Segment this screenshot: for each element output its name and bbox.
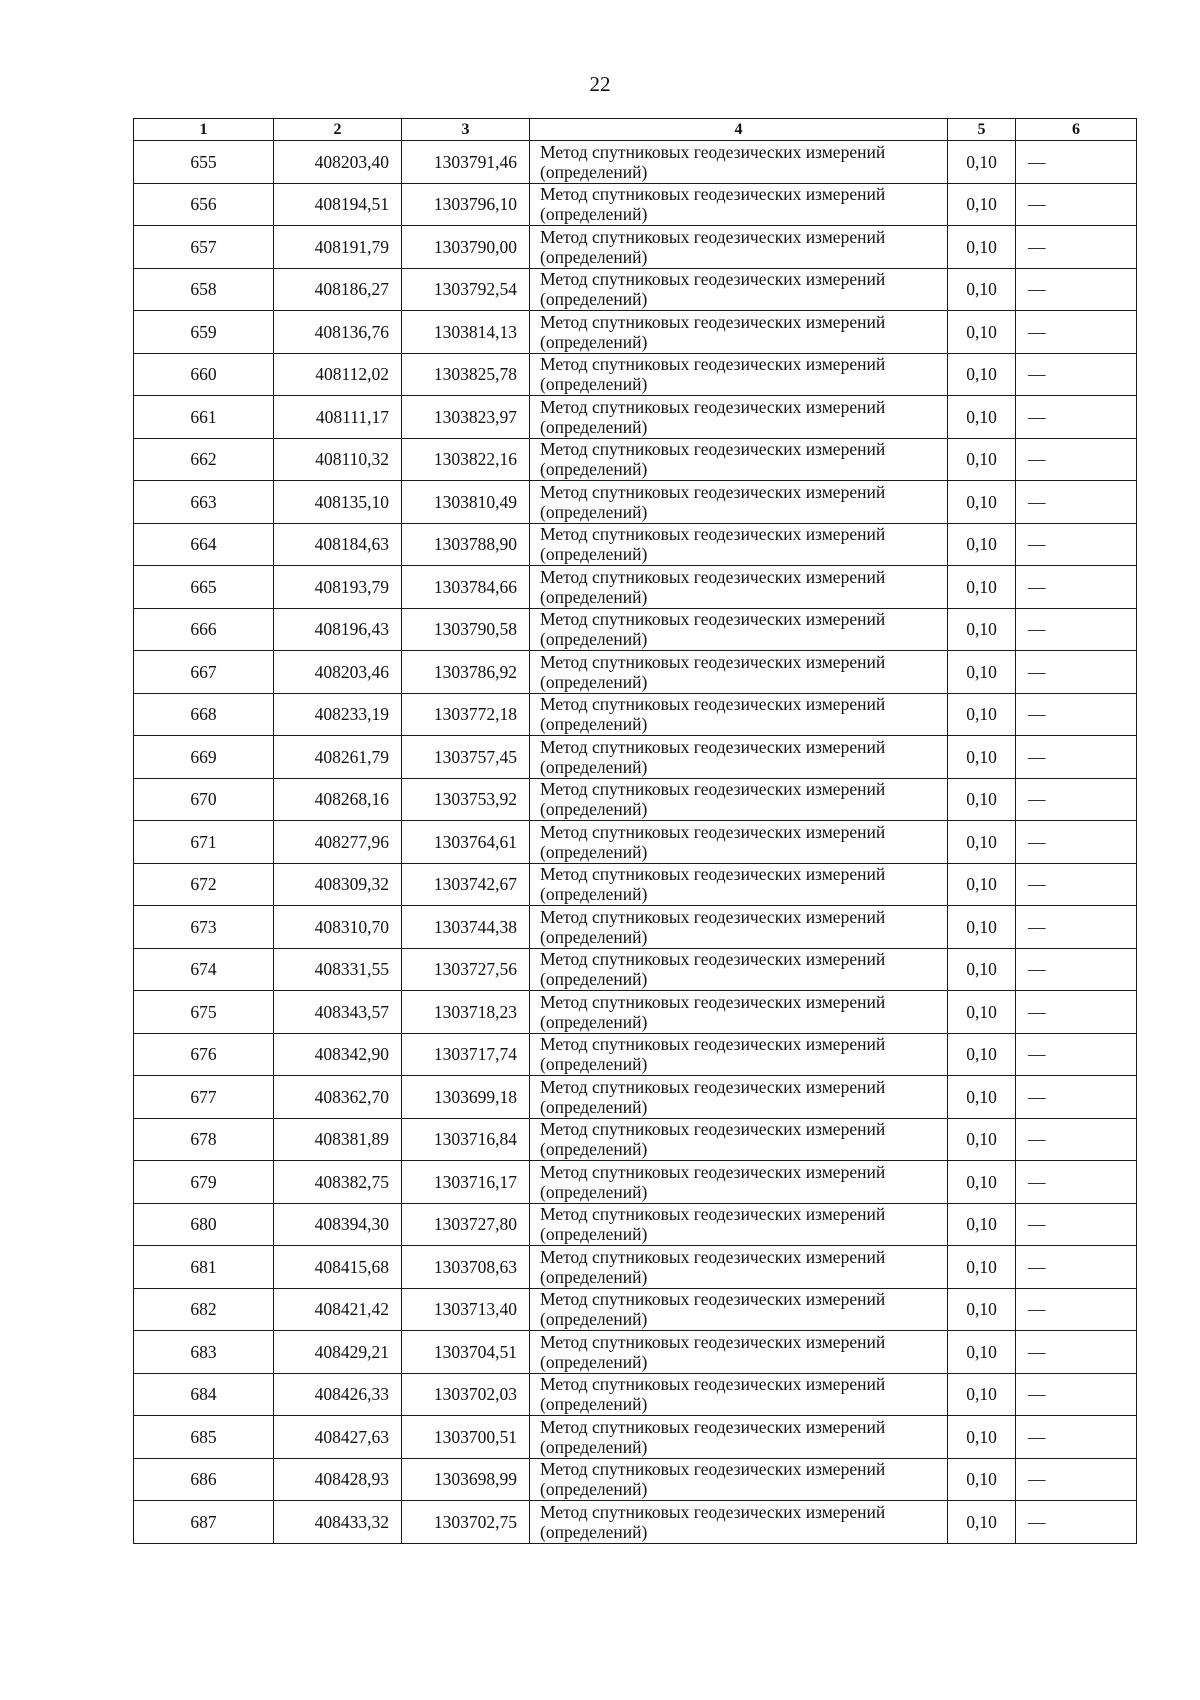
accuracy-cell: 0,10 [948, 651, 1016, 694]
accuracy-cell: 0,10 [948, 1458, 1016, 1501]
note-cell: — [1016, 1288, 1137, 1331]
x-coordinate-cell: 408427,63 [274, 1416, 402, 1459]
table-row [134, 1203, 1137, 1246]
page-number: 22 [589, 72, 611, 96]
x-coordinate-cell: 408193,79 [274, 566, 402, 609]
method-cell: Метод спутниковых геодезических измерений (определений) [530, 1458, 948, 1501]
point-number-cell: 676 [134, 1033, 274, 1076]
accuracy-cell: 0,10 [948, 1246, 1016, 1289]
x-coordinate-cell: 408342,90 [274, 1033, 402, 1076]
accuracy-cell: 0,10 [948, 693, 1016, 736]
method-cell: Метод спутниковых геодезических измерений (определений) [530, 1203, 948, 1246]
method-cell: Метод спутниковых геодезических измерений (определений) [530, 906, 948, 949]
y-coordinate-cell: 1303698,99 [402, 1458, 530, 1501]
accuracy-cell: 0,10 [948, 1076, 1016, 1119]
method-cell: Метод спутниковых геодезических измерений (определений) [530, 1416, 948, 1459]
point-number-cell: 685 [134, 1416, 274, 1459]
point-number-cell: 666 [134, 608, 274, 651]
y-coordinate-cell: 1303718,23 [402, 991, 530, 1034]
y-coordinate-cell: 1303772,18 [402, 693, 530, 736]
y-coordinate-cell: 1303744,38 [402, 906, 530, 949]
coordinates-table [133, 118, 1137, 1544]
x-coordinate-cell: 408310,70 [274, 906, 402, 949]
note-cell: — [1016, 651, 1137, 694]
note-cell: — [1016, 396, 1137, 439]
note-cell: — [1016, 226, 1137, 269]
table-row [134, 438, 1137, 481]
point-number-cell: 659 [134, 311, 274, 354]
x-coordinate-cell: 408194,51 [274, 183, 402, 226]
x-coordinate-cell: 408429,21 [274, 1331, 402, 1374]
method-cell: Метод спутниковых геодезических измерений (определений) [530, 396, 948, 439]
method-cell: Метод спутниковых геодезических измерений (определений) [530, 1288, 948, 1331]
table-header-row [134, 119, 1137, 141]
y-coordinate-cell: 1303700,51 [402, 1416, 530, 1459]
y-coordinate-cell: 1303823,97 [402, 396, 530, 439]
table-row [134, 353, 1137, 396]
note-cell: — [1016, 566, 1137, 609]
note-cell: — [1016, 693, 1137, 736]
x-coordinate-cell: 408135,10 [274, 481, 402, 524]
table-row [134, 651, 1137, 694]
accuracy-cell: 0,10 [948, 1161, 1016, 1204]
y-coordinate-cell: 1303717,74 [402, 1033, 530, 1076]
y-coordinate-cell: 1303727,56 [402, 948, 530, 991]
note-cell: — [1016, 523, 1137, 566]
table-row [134, 183, 1137, 226]
note-cell: — [1016, 821, 1137, 864]
note-cell: — [1016, 141, 1137, 184]
x-coordinate-cell: 408428,93 [274, 1458, 402, 1501]
table-row [134, 1458, 1137, 1501]
y-coordinate-cell: 1303786,92 [402, 651, 530, 694]
y-coordinate-cell: 1303753,92 [402, 778, 530, 821]
table-row [134, 778, 1137, 821]
y-coordinate-cell: 1303716,84 [402, 1118, 530, 1161]
x-coordinate-cell: 408268,16 [274, 778, 402, 821]
accuracy-cell: 0,10 [948, 1203, 1016, 1246]
x-coordinate-cell: 408277,96 [274, 821, 402, 864]
note-cell: — [1016, 183, 1137, 226]
table-row [134, 1331, 1137, 1374]
point-number-cell: 686 [134, 1458, 274, 1501]
point-number-cell: 682 [134, 1288, 274, 1331]
accuracy-cell: 0,10 [948, 906, 1016, 949]
accuracy-cell: 0,10 [948, 268, 1016, 311]
accuracy-cell: 0,10 [948, 778, 1016, 821]
y-coordinate-cell: 1303702,03 [402, 1373, 530, 1416]
x-coordinate-cell: 408343,57 [274, 991, 402, 1034]
table-row [134, 1288, 1137, 1331]
method-cell: Метод спутниковых геодезических измерений (определений) [530, 1331, 948, 1374]
point-number-cell: 681 [134, 1246, 274, 1289]
method-cell: Метод спутниковых геодезических измерений (определений) [530, 438, 948, 481]
point-number-cell: 655 [134, 141, 274, 184]
table-row [134, 1076, 1137, 1119]
note-cell: — [1016, 1246, 1137, 1289]
note-cell: — [1016, 1203, 1137, 1246]
point-number-cell: 687 [134, 1501, 274, 1544]
note-cell: — [1016, 1331, 1137, 1374]
x-coordinate-cell: 408331,55 [274, 948, 402, 991]
method-cell: Метод спутниковых геодезических измерений (определений) [530, 1501, 948, 1544]
accuracy-cell: 0,10 [948, 438, 1016, 481]
method-cell: Метод спутниковых геодезических измерений (определений) [530, 481, 948, 524]
table-row [134, 608, 1137, 651]
method-cell: Метод спутниковых геодезических измерений (определений) [530, 523, 948, 566]
y-coordinate-cell: 1303757,45 [402, 736, 530, 779]
accuracy-cell: 0,10 [948, 1118, 1016, 1161]
point-number-cell: 678 [134, 1118, 274, 1161]
y-coordinate-cell: 1303792,54 [402, 268, 530, 311]
method-cell: Метод спутниковых геодезических измерений (определений) [530, 566, 948, 609]
note-cell: — [1016, 1458, 1137, 1501]
method-cell: Метод спутниковых геодезических измерений (определений) [530, 651, 948, 694]
accuracy-cell: 0,10 [948, 1501, 1016, 1544]
x-coordinate-cell: 408421,42 [274, 1288, 402, 1331]
point-number-cell: 665 [134, 566, 274, 609]
x-coordinate-cell: 408309,32 [274, 863, 402, 906]
x-coordinate-cell: 408110,32 [274, 438, 402, 481]
table-row [134, 268, 1137, 311]
x-coordinate-cell: 408112,02 [274, 353, 402, 396]
accuracy-cell: 0,10 [948, 863, 1016, 906]
note-cell: — [1016, 1416, 1137, 1459]
point-number-cell: 667 [134, 651, 274, 694]
method-cell: Метод спутниковых геодезических измерений (определений) [530, 948, 948, 991]
y-coordinate-cell: 1303742,67 [402, 863, 530, 906]
note-cell: — [1016, 1161, 1137, 1204]
accuracy-cell: 0,10 [948, 311, 1016, 354]
note-cell: — [1016, 991, 1137, 1034]
method-cell: Метод спутниковых геодезических измерений (определений) [530, 1373, 948, 1416]
y-coordinate-cell: 1303699,18 [402, 1076, 530, 1119]
x-coordinate-cell: 408233,19 [274, 693, 402, 736]
table-row [134, 1161, 1137, 1204]
table-row [134, 226, 1137, 269]
note-cell: — [1016, 1373, 1137, 1416]
x-coordinate-cell: 408382,75 [274, 1161, 402, 1204]
note-cell: — [1016, 906, 1137, 949]
table-row [134, 906, 1137, 949]
table-row [134, 863, 1137, 906]
point-number-cell: 658 [134, 268, 274, 311]
table-row [134, 736, 1137, 779]
note-cell: — [1016, 1033, 1137, 1076]
method-cell: Метод спутниковых геодезических измерений (определений) [530, 226, 948, 269]
x-coordinate-cell: 408191,79 [274, 226, 402, 269]
method-cell: Метод спутниковых геодезических измерений (определений) [530, 863, 948, 906]
table-row [134, 396, 1137, 439]
method-cell: Метод спутниковых геодезических измерений (определений) [530, 1033, 948, 1076]
accuracy-cell: 0,10 [948, 353, 1016, 396]
y-coordinate-cell: 1303790,58 [402, 608, 530, 651]
point-number-cell: 656 [134, 183, 274, 226]
y-coordinate-cell: 1303788,90 [402, 523, 530, 566]
table-row [134, 693, 1137, 736]
accuracy-cell: 0,10 [948, 141, 1016, 184]
table-row [134, 481, 1137, 524]
method-cell: Метод спутниковых геодезических измерений (определений) [530, 608, 948, 651]
method-cell: Метод спутниковых геодезических измерений (определений) [530, 693, 948, 736]
y-coordinate-cell: 1303708,63 [402, 1246, 530, 1289]
point-number-cell: 674 [134, 948, 274, 991]
table-row [134, 311, 1137, 354]
method-cell: Метод спутниковых геодезических измерений (определений) [530, 141, 948, 184]
accuracy-cell: 0,10 [948, 1416, 1016, 1459]
method-cell: Метод спутниковых геодезических измерений (определений) [530, 268, 948, 311]
point-number-cell: 675 [134, 991, 274, 1034]
note-cell: — [1016, 863, 1137, 906]
x-coordinate-cell: 408196,43 [274, 608, 402, 651]
y-coordinate-cell: 1303791,46 [402, 141, 530, 184]
accuracy-cell: 0,10 [948, 226, 1016, 269]
point-number-cell: 671 [134, 821, 274, 864]
point-number-cell: 660 [134, 353, 274, 396]
header-col-2: 2 [274, 119, 402, 141]
point-number-cell: 679 [134, 1161, 274, 1204]
table-row [134, 523, 1137, 566]
point-number-cell: 680 [134, 1203, 274, 1246]
x-coordinate-cell: 408394,30 [274, 1203, 402, 1246]
accuracy-cell: 0,10 [948, 1373, 1016, 1416]
y-coordinate-cell: 1303810,49 [402, 481, 530, 524]
table-row [134, 1373, 1137, 1416]
method-cell: Метод спутниковых геодезических измерений (определений) [530, 1161, 948, 1204]
x-coordinate-cell: 408261,79 [274, 736, 402, 779]
x-coordinate-cell: 408111,17 [274, 396, 402, 439]
header-col-1: 1 [134, 119, 274, 141]
accuracy-cell: 0,10 [948, 481, 1016, 524]
accuracy-cell: 0,10 [948, 1033, 1016, 1076]
note-cell: — [1016, 948, 1137, 991]
point-number-cell: 668 [134, 693, 274, 736]
x-coordinate-cell: 408203,46 [274, 651, 402, 694]
table-row [134, 821, 1137, 864]
note-cell: — [1016, 608, 1137, 651]
accuracy-cell: 0,10 [948, 1331, 1016, 1374]
x-coordinate-cell: 408433,32 [274, 1501, 402, 1544]
point-number-cell: 683 [134, 1331, 274, 1374]
method-cell: Метод спутниковых геодезических измерений (определений) [530, 353, 948, 396]
y-coordinate-cell: 1303790,00 [402, 226, 530, 269]
point-number-cell: 662 [134, 438, 274, 481]
x-coordinate-cell: 408203,40 [274, 141, 402, 184]
header-col-4: 4 [530, 119, 948, 141]
point-number-cell: 661 [134, 396, 274, 439]
accuracy-cell: 0,10 [948, 183, 1016, 226]
point-number-cell: 672 [134, 863, 274, 906]
note-cell: — [1016, 481, 1137, 524]
method-cell: Метод спутниковых геодезических измерений (определений) [530, 991, 948, 1034]
note-cell: — [1016, 268, 1137, 311]
y-coordinate-cell: 1303704,51 [402, 1331, 530, 1374]
point-number-cell: 669 [134, 736, 274, 779]
accuracy-cell: 0,10 [948, 566, 1016, 609]
y-coordinate-cell: 1303825,78 [402, 353, 530, 396]
table-row [134, 1118, 1137, 1161]
accuracy-cell: 0,10 [948, 821, 1016, 864]
x-coordinate-cell: 408184,63 [274, 523, 402, 566]
x-coordinate-cell: 408136,76 [274, 311, 402, 354]
x-coordinate-cell: 408426,33 [274, 1373, 402, 1416]
method-cell: Метод спутниковых геодезических измерений (определений) [530, 311, 948, 354]
note-cell: — [1016, 736, 1137, 779]
table-row [134, 991, 1137, 1034]
header-col-3: 3 [402, 119, 530, 141]
x-coordinate-cell: 408381,89 [274, 1118, 402, 1161]
y-coordinate-cell: 1303822,16 [402, 438, 530, 481]
table-row [134, 1033, 1137, 1076]
y-coordinate-cell: 1303764,61 [402, 821, 530, 864]
method-cell: Метод спутниковых геодезических измерений (определений) [530, 736, 948, 779]
table-row [134, 1501, 1137, 1544]
accuracy-cell: 0,10 [948, 948, 1016, 991]
table-row [134, 948, 1137, 991]
table-row [134, 1416, 1137, 1459]
method-cell: Метод спутниковых геодезических измерений (определений) [530, 1118, 948, 1161]
method-cell: Метод спутниковых геодезических измерений (определений) [530, 821, 948, 864]
note-cell: — [1016, 1118, 1137, 1161]
y-coordinate-cell: 1303702,75 [402, 1501, 530, 1544]
point-number-cell: 684 [134, 1373, 274, 1416]
x-coordinate-cell: 408362,70 [274, 1076, 402, 1119]
accuracy-cell: 0,10 [948, 736, 1016, 779]
y-coordinate-cell: 1303796,10 [402, 183, 530, 226]
note-cell: — [1016, 1501, 1137, 1544]
header-col-6: 6 [1016, 119, 1137, 141]
y-coordinate-cell: 1303713,40 [402, 1288, 530, 1331]
accuracy-cell: 0,10 [948, 1288, 1016, 1331]
header-col-5: 5 [948, 119, 1016, 141]
note-cell: — [1016, 438, 1137, 481]
method-cell: Метод спутниковых геодезических измерений (определений) [530, 1076, 948, 1119]
x-coordinate-cell: 408415,68 [274, 1246, 402, 1289]
accuracy-cell: 0,10 [948, 608, 1016, 651]
note-cell: — [1016, 1076, 1137, 1119]
point-number-cell: 657 [134, 226, 274, 269]
note-cell: — [1016, 778, 1137, 821]
note-cell: — [1016, 311, 1137, 354]
table-body [134, 141, 1137, 1544]
y-coordinate-cell: 1303784,66 [402, 566, 530, 609]
method-cell: Метод спутниковых геодезических измерений (определений) [530, 183, 948, 226]
table-row [134, 141, 1137, 184]
table-row [134, 1246, 1137, 1289]
note-cell: — [1016, 353, 1137, 396]
point-number-cell: 663 [134, 481, 274, 524]
method-cell: Метод спутниковых геодезических измерений (определений) [530, 778, 948, 821]
point-number-cell: 673 [134, 906, 274, 949]
method-cell: Метод спутниковых геодезических измерений (определений) [530, 1246, 948, 1289]
accuracy-cell: 0,10 [948, 396, 1016, 439]
y-coordinate-cell: 1303814,13 [402, 311, 530, 354]
accuracy-cell: 0,10 [948, 523, 1016, 566]
point-number-cell: 670 [134, 778, 274, 821]
accuracy-cell: 0,10 [948, 991, 1016, 1034]
point-number-cell: 664 [134, 523, 274, 566]
y-coordinate-cell: 1303727,80 [402, 1203, 530, 1246]
x-coordinate-cell: 408186,27 [274, 268, 402, 311]
table-row [134, 566, 1137, 609]
point-number-cell: 677 [134, 1076, 274, 1119]
y-coordinate-cell: 1303716,17 [402, 1161, 530, 1204]
